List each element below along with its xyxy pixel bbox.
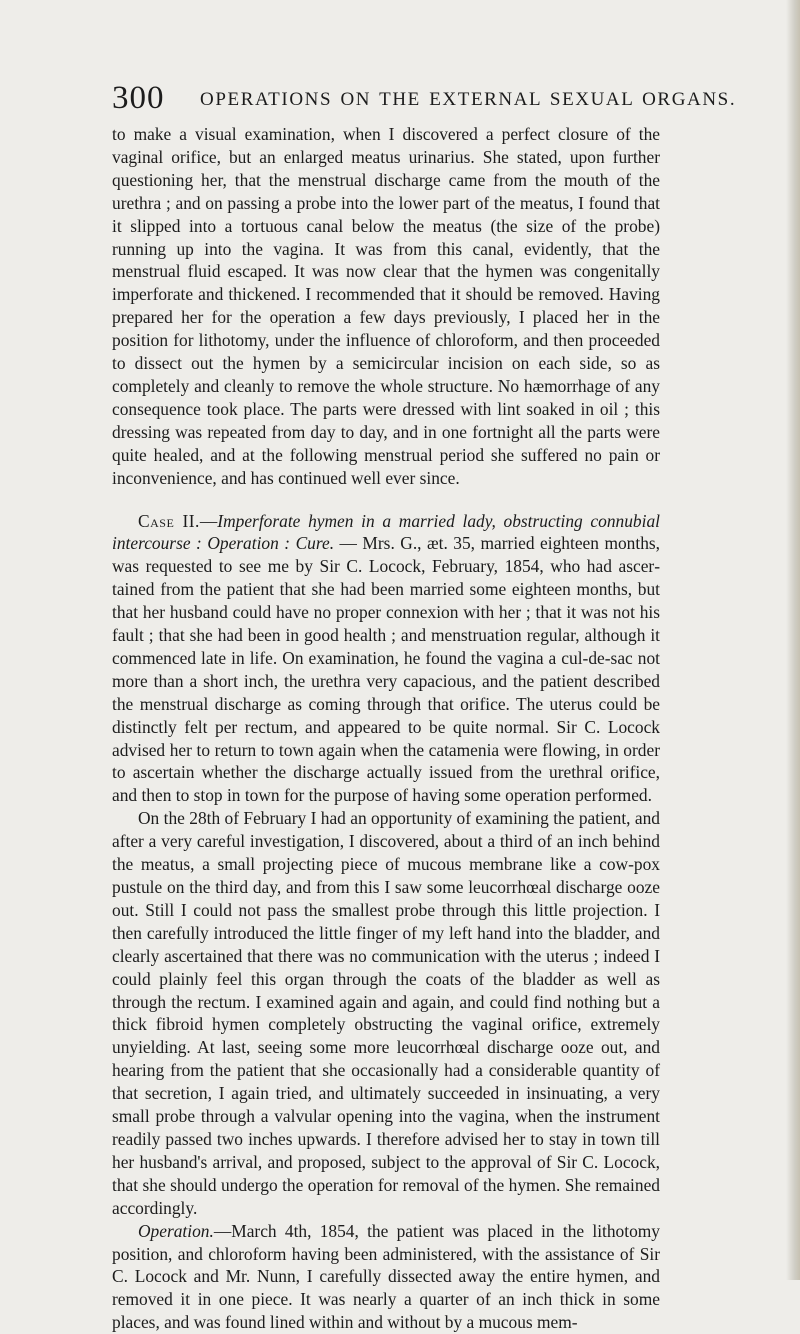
body-text bbox=[112, 123, 660, 1334]
page-edge-shadow bbox=[786, 0, 800, 1280]
running-title: OPERATIONS ON THE EXTERNAL SEXUAL ORGANS. bbox=[200, 89, 737, 110]
case-label: Case II. bbox=[138, 510, 200, 531]
paragraph-examination: On the 28th of February I had an opportunity of examining the patient, and after a very careful investigation, I discovered, about a third of an inch behind the meatus, a small projecting piece of mucous membrane like a cow-pox pustule on the third day, and from this I saw some leucorrhœal discharge ooze out. Still I could not pass the smallest probe through this little projection. I then carefully introduced the little finger of my left hand into the bladder, and clearly ascertained that there was no communication with the uterus ; indeed I could plainly feel this organ through the coats of the bladder as well as through the rectum. I examined again and again, and could find nothing but a thick fibroid hymen completely obstructing the vaginal orifice, extremely unyielding. At last, seeing some more leucorrhœal discharge ooze out, and hearing from the patient that she occasionally had a considerable quantity of that secretion, I again tried, and ultimately succeeded in insinuating, a very small probe through a valvular opening into the vagina, when the instrument readily passed two inches upwards. I therefore advised her to stay in town till her husband's arrival, and proposed, subject to the approval of Sir C. Locock, that she should undergo the operation for removal of the hymen. She remained accordingly. bbox=[112, 808, 660, 1218]
paragraph-continuation: to make a visual examination, when I discovered a perfect closure of the vaginal orifice, but an enlarged meatus urinarius. She stated, upon further questioning her, that the menstrual discharge came from the mouth of the urethra ; and on passing a probe into the lower part of the meatus, I found that it slipped into a tortuous canal below the meatus (the size of the probe) running up into the vagina. It was from this canal, evidently, that the menstrual fluid escaped. It was now clear that the hymen was congenitally imperforate and thickened. I recommended that it should be removed. Having prepared her for the operation a few days previously, I placed her in the position for lithotomy, under the influence of chloroform, and then proceeded to dissect out the hymen by a semicircular incision on each side, so as completely and cleanly to remove the whole structure. No hæmorrhage of any consequence took place. The parts were dressed with lint soaked in oil ; this dressing was repeated from day to day, and in one fortnight all the parts were quite healed, and at the following menstrual period she suffered no pain or inconvenience, and has continued well ever since. bbox=[112, 124, 660, 488]
running-head bbox=[112, 78, 737, 118]
case-title: Imperforate hymen in a married lady, obstructing connubial intercourse : Operation : Cure. bbox=[112, 510, 660, 554]
operation-text: —March 4th, 1854, the patient was placed in the lithotomy position, and chloroform having been administered, with the assistance of Sir C. Locock and Mr. Nunn, I carefully dissected away the entire hymen, and removed it in one piece. It was nearly a quarter of an inch thick in some places, and was found lined within and without by a mucous mem- bbox=[112, 1220, 660, 1333]
page-number: 300 bbox=[112, 80, 165, 116]
case-title-dash: — bbox=[199, 510, 218, 531]
operation-label: Operation. bbox=[138, 1220, 214, 1241]
paragraph-operation bbox=[112, 1220, 660, 1334]
case-text: — Mrs. G., æt. 35, married eighteen months, was requested to see me by Sir C. Locock, February, 1854, who had ascertained from the patient that she had been married some eighteen months, but that her husband could have no proper connexion with her ; that it was not his fault ; that she had been in good health ; and menstruation regular, although it commenced late in life. On examination, he found the vagina a cul-de-sac not more than a short inch, the urethra very capacious, and the patient described the menstrual discharge as coming through that orifice. The uterus could be distinctly felt per rectum, and appeared to be quite normal. Sir C. Locock advised her to return to town again when the catamenia were flowing, in order to ascertain whether the discharge actually issued from the urethral orifice, and then to stop in town for the purpose of having some operation performed. bbox=[112, 533, 660, 806]
paragraph-case-ii bbox=[112, 510, 660, 808]
